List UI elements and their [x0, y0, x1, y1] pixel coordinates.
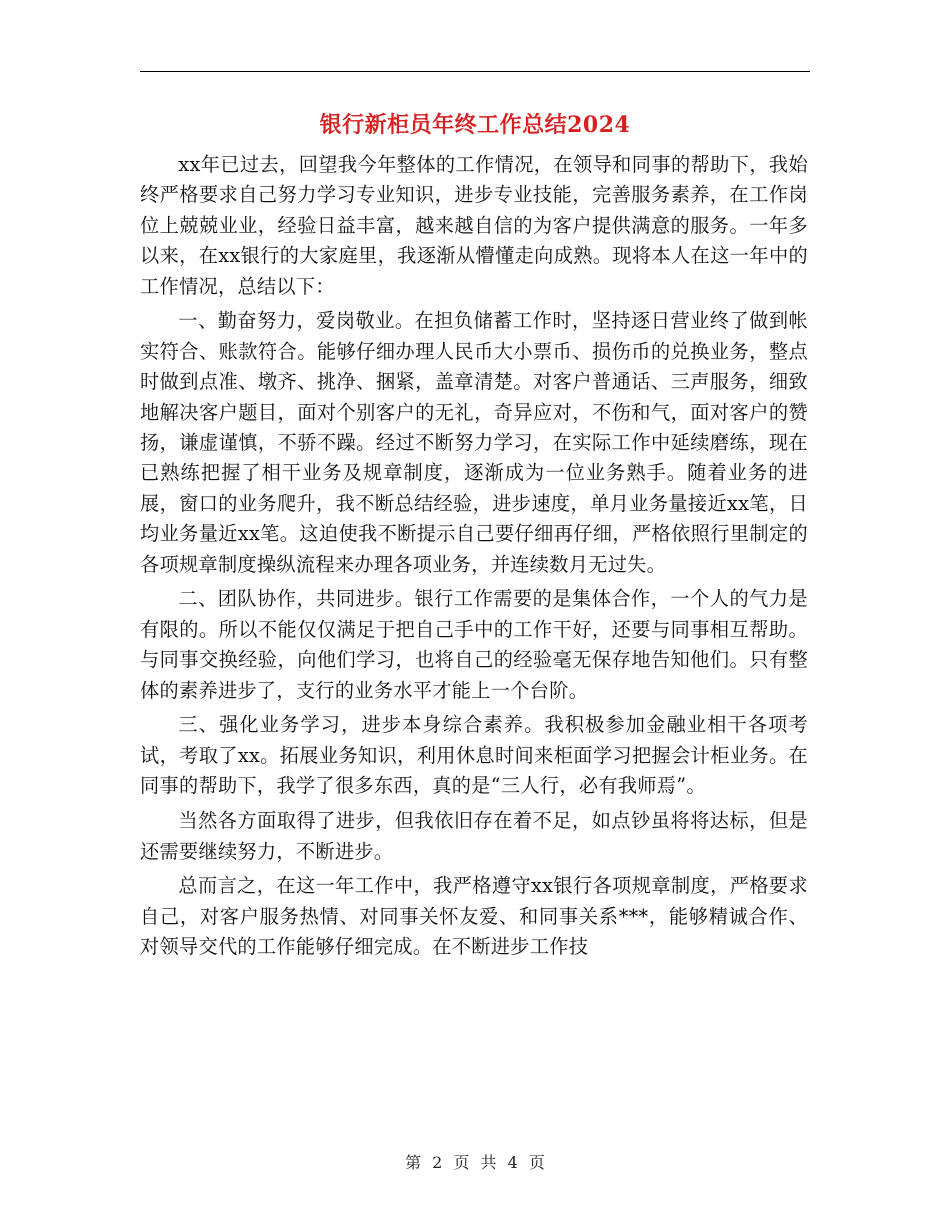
- header-rule: [140, 71, 810, 72]
- paragraph-section-2: 二、团队协作，共同进步。银行工作需要的是集体合作，一个人的气力是有限的。所以不能仅仅满足于把自己手中的工作干好，还要与同事相互帮助。与同事交换经验，向他们学习，也将自己的经验毫无保存地告知他们。只有整体的素养进步了，支行的业务水平才能上一个台阶。: [140, 587, 808, 702]
- paragraph-section-3: 三、强化业务学习，进步本身综合素养。我积极参加金融业相干各项考试，考取了xx。拓展业务知识，利用休息时间来柜面学习把握会计柜业务。在同事的帮助下，我学了很多东西，真的是“三人行，必有我师焉”。: [140, 713, 808, 798]
- page-number: 第 2 页 共 4 页: [405, 1153, 545, 1172]
- paragraph-summary: 总而言之，在这一年工作中，我严格遵守xx银行各项规章制度，严格要求自己，对客户服务热情、对同事关怀友爱、和同事关系***，能够精诚合作、对领导交代的工作能够仔细完成。在不断进步工作技: [140, 874, 808, 959]
- paragraph-shortcomings: 当然各方面取得了进步，但我依旧存在着不足，如点钞虽将将达标，但是还需要继续努力，不断进步。: [140, 809, 808, 863]
- paragraph-intro: xx年已过去，回望我今年整体的工作情况，在领导和同事的帮助下，我始终严格要求自己努力学习专业知识，进步专业技能，完善服务素养，在工作岗位上兢兢业业，经验日益丰富，越来越自信的为客户提供满意的服务。一年多以来，在xx银行的大家庭里，我逐渐从懵懂走向成熟。现将本人在这一年中的工作情况，总结以下：: [140, 153, 808, 298]
- document-title: 银行新柜员年终工作总结2024: [319, 112, 631, 138]
- document-body: [140, 150, 808, 967]
- paragraph-section-1: 一、勤奋努力，爱岗敬业。在担负储蓄工作时，坚持逐日营业终了做到帐实符合、账款符合。能够仔细办理人民币大小票币、损伤币的兑换业务，整点时做到点准、墩齐、挑净、捆紧，盖章清楚。对客户普通话、三声服务，细致地解决客户题目，面对个别客户的无礼，奇异应对，不伤和气，面对客户的赞扬，谦虚谨慎，不骄不躁。经过不断努力学习，在实际工作中延续磨练，现在已熟练把握了相干业务及规章制度，逐渐成为一位业务熟手。随着业务的进展，窗口的业务爬升，我不断总结经验，进步速度，单月业务量接近xx笔，日均业务量近xx笔。这迫使我不断提示自己要仔细再仔细，严格依照行里制定的各项规章制度操纵流程来办理各项业务，并连续数月无过失。: [140, 309, 808, 576]
